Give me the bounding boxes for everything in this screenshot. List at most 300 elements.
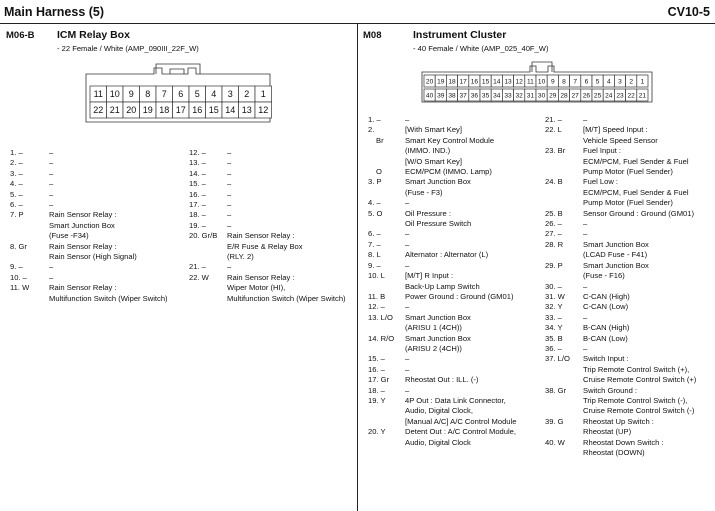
pin-description: – — [583, 281, 588, 291]
pin-label: 16 — [470, 78, 479, 86]
page-code: CV10-5 — [667, 5, 710, 19]
pin-number: 28. R — [545, 239, 564, 249]
pin-description: (ARISU 1 (4CH)) — [405, 323, 462, 333]
pin-entry — [368, 375, 544, 385]
pin-description: C-CAN (Low) — [583, 302, 629, 312]
pin-description: – — [405, 198, 410, 208]
pin-entry — [368, 167, 544, 177]
pin-number: 38. Gr — [545, 385, 567, 395]
pin-label: 5 — [595, 78, 600, 86]
pin-description: (Fuse - F3) — [405, 187, 443, 197]
pin-entry — [545, 323, 713, 333]
pin-entry — [368, 198, 544, 208]
pin-label: 3 — [227, 89, 233, 100]
pin-number: 33. – — [545, 312, 562, 322]
pin-label: 15 — [208, 105, 219, 116]
pin-number: 14. R/O — [368, 333, 395, 343]
pin-label: 6 — [584, 78, 589, 86]
pin-number: 27. – — [545, 229, 562, 239]
pin-description: Power Ground : Ground (GM01) — [405, 291, 514, 301]
pin-description: – — [49, 158, 54, 168]
pin-description: Oil Pressure : — [405, 208, 451, 218]
pin-description: Smart Junction Box — [49, 220, 115, 230]
pin-description: [W/O Smart Key] — [405, 156, 462, 166]
pin-label: 24 — [605, 92, 613, 100]
pin-number: 40. W — [545, 437, 565, 447]
pin-number: 11. B — [368, 291, 386, 301]
pin-entry — [10, 179, 180, 189]
pin-description: Trip Remote Control Switch (+), — [583, 364, 690, 374]
pin-entry — [368, 125, 544, 135]
pin-description: ECM/PCM (IMMO. Lamp) — [405, 167, 492, 177]
pin-description: – — [583, 312, 588, 322]
pin-description: B-CAN (High) — [583, 323, 630, 333]
pin-description: [With Smart Key] — [405, 125, 462, 135]
pin-description: Smart Junction Box — [583, 260, 649, 270]
pin-description: Wiper Motor (HI), — [227, 283, 286, 293]
pin-label: 10 — [537, 78, 546, 86]
pin-description: (LCAD Fuse - F41) — [583, 250, 648, 260]
pin-description: – — [49, 168, 54, 178]
page-header — [0, 0, 715, 24]
pin-description: Vehicle Speed Sensor — [583, 135, 658, 145]
pin-label: 19 — [142, 105, 153, 116]
pin-number: 3. P — [368, 177, 382, 187]
pin-number: 20. Y — [368, 427, 386, 437]
left-connector-id: M06-B — [6, 30, 35, 41]
pin-description: – — [405, 115, 410, 124]
pin-description: Rheostat Down Switch : — [583, 437, 664, 447]
pin-label: 39 — [437, 92, 445, 100]
pin-label: 22 — [93, 105, 104, 116]
pin-number: 34. Y — [545, 323, 563, 333]
pin-description: Audio, Digital Clock — [405, 437, 471, 447]
pin-number: 22. L — [545, 125, 562, 135]
pin-description: – — [227, 200, 232, 210]
pin-label: 21 — [109, 105, 120, 116]
pin-number: 9. – — [368, 260, 381, 270]
pin-label: 13 — [241, 105, 252, 116]
pin-description: Rain Sensor Relay : — [49, 283, 117, 293]
pin-entry — [189, 169, 354, 179]
pin-number: 4. – — [10, 179, 23, 189]
left-pin-list-1 — [10, 148, 180, 304]
pin-description: E/R Fuse & Relay Box — [227, 241, 303, 251]
pin-number: 39. G — [545, 416, 564, 426]
pin-label: 37 — [459, 92, 467, 100]
pin-description: – — [227, 179, 232, 189]
pin-label: 29 — [549, 92, 557, 100]
pin-wire-color: Br — [376, 135, 384, 145]
pin-description: Smart Junction Box — [583, 239, 649, 249]
pin-entry — [10, 158, 180, 168]
pin-number: 36. – — [545, 343, 562, 353]
pin-description: C-CAN (High) — [583, 291, 630, 301]
pin-number: 12. – — [189, 148, 206, 157]
pin-number: 19. – — [189, 220, 206, 230]
pin-entry — [545, 115, 713, 125]
pin-number: 10. – — [10, 272, 27, 282]
pin-entry — [368, 240, 544, 250]
pin-label: 14 — [225, 105, 236, 116]
pin-description: (ARISU 2 (4CH)) — [405, 343, 462, 353]
pin-description: – — [227, 168, 232, 178]
pin-description: ECM/PCM, Fuel Sender & Fuel — [583, 187, 689, 197]
pin-description: Pump Motor (Fuel Sender) — [583, 198, 673, 208]
pin-number: 25. B — [545, 208, 563, 218]
pin-description: – — [583, 219, 588, 229]
pin-entry — [545, 177, 713, 208]
pin-label: 18 — [159, 105, 170, 116]
pin-description: Switch Ground : — [583, 385, 638, 395]
pin-number: 32. Y — [545, 302, 563, 312]
pin-entry — [368, 313, 544, 334]
pin-label: 23 — [616, 92, 624, 100]
pin-description: B-CAN (Low) — [583, 333, 628, 343]
pin-number: 22. W — [189, 272, 209, 282]
pin-entry — [10, 169, 180, 179]
pin-label: 9 — [550, 78, 555, 86]
pin-description: Alternator : Alternator (L) — [405, 250, 489, 260]
pin-label: 19 — [437, 78, 445, 86]
pin-number: 8. L — [368, 250, 381, 260]
pin-entry — [10, 200, 180, 210]
pin-entry — [368, 386, 544, 396]
pin-label: 2 — [629, 78, 634, 86]
pin-description: [Manual A/C] A/C Control Module — [405, 416, 517, 426]
left-connector-title: ICM Relay Box — [57, 29, 130, 41]
pin-description: – — [405, 229, 410, 239]
right-pin-list-2 — [545, 115, 713, 458]
pin-label: 7 — [573, 78, 578, 86]
pin-description: – — [583, 229, 588, 239]
pin-description: Pump Motor (Fuel Sender) — [583, 167, 673, 177]
pin-label: 34 — [493, 92, 501, 100]
pin-entry — [545, 417, 713, 438]
pin-label: 33 — [504, 92, 512, 100]
pin-description: Rain Sensor Relay : — [227, 231, 295, 241]
pin-number: 31. W — [545, 291, 565, 301]
pin-number: 7. P — [10, 210, 24, 220]
pin-description: Rheostat Out : ILL. (-) — [405, 375, 479, 385]
pin-entry — [545, 125, 713, 146]
pin-entry — [545, 313, 713, 323]
pin-entry — [189, 210, 354, 220]
pin-entry — [10, 210, 180, 241]
pin-entry — [368, 229, 544, 239]
pin-entry — [545, 292, 713, 302]
pin-description: – — [49, 189, 54, 199]
pin-number: 21. – — [189, 262, 206, 272]
pin-label: 13 — [504, 78, 512, 86]
pin-entry — [545, 344, 713, 354]
pin-number: 8. Gr — [10, 241, 27, 251]
pin-number: 37. L/O — [545, 354, 570, 364]
pin-number: 1. – — [10, 148, 23, 157]
pin-entry — [545, 386, 713, 417]
pin-number: 14. – — [189, 168, 206, 178]
pin-description: ECM/PCM, Fuel Sender & Fuel — [583, 156, 689, 166]
left-connector-diagram — [84, 62, 274, 124]
pin-entry — [545, 282, 713, 292]
pin-number: 3. – — [10, 168, 23, 178]
pin-entry — [368, 250, 544, 260]
pin-description: Rain Sensor (High Signal) — [49, 252, 137, 262]
pin-number: 15. – — [189, 179, 206, 189]
pin-entry — [368, 136, 544, 167]
pin-label: 17 — [175, 105, 186, 116]
pin-description: Back-Up Lamp Switch — [405, 281, 480, 291]
pin-description: – — [583, 115, 588, 124]
pin-description: – — [405, 302, 410, 312]
pin-number: 18. – — [189, 210, 206, 220]
pin-description: – — [49, 200, 54, 210]
pin-number: 6. – — [368, 229, 381, 239]
pin-number: 13. L/O — [368, 312, 393, 322]
pin-label: 4 — [211, 89, 217, 100]
pin-description: Detent Out : A/C Control Module, — [405, 427, 517, 437]
pin-label: 11 — [93, 89, 103, 100]
page-title: Main Harness (5) — [4, 5, 105, 19]
pin-description: – — [583, 343, 588, 353]
pin-description: – — [49, 262, 54, 272]
pin-description: Rain Sensor Relay : — [227, 272, 295, 282]
pin-description: Switch Input : — [583, 354, 629, 364]
pin-number: 17. Gr — [368, 375, 390, 385]
pin-entry — [368, 354, 544, 364]
pin-label: 8 — [145, 89, 151, 100]
pin-label: 2 — [244, 89, 250, 100]
pin-entry — [545, 438, 713, 459]
pin-number: 9. – — [10, 262, 23, 272]
column-divider — [357, 24, 358, 511]
pin-description: (Fuse - F16) — [583, 271, 625, 281]
pin-entry — [368, 209, 544, 230]
pin-number: 2. – — [10, 158, 23, 168]
pin-label: 20 — [425, 78, 434, 86]
pin-description: Oil Pressure Switch — [405, 219, 472, 229]
pin-label: 4 — [606, 78, 611, 86]
pin-entry — [545, 240, 713, 261]
pin-description: Trip Remote Control Switch (-), — [583, 395, 688, 405]
pin-label: 3 — [618, 78, 622, 86]
pin-label: 7 — [161, 89, 167, 100]
pin-description: Multifunction Switch (Wiper Switch) — [227, 293, 346, 303]
pin-number: 16. – — [189, 189, 206, 199]
pin-entry — [368, 396, 544, 427]
pin-description: (IMMO. IND.) — [405, 146, 451, 156]
pin-label: 15 — [481, 78, 490, 86]
pin-entry — [189, 221, 354, 231]
pin-description: Fuel Input : — [583, 146, 621, 156]
pin-description: – — [405, 260, 410, 270]
pin-entry — [189, 158, 354, 168]
pin-entry — [10, 148, 180, 158]
pin-description: Multifunction Switch (Wiper Switch) — [49, 293, 168, 303]
pin-label: 18 — [448, 78, 456, 86]
pin-description: Rain Sensor Relay : — [49, 241, 117, 251]
pin-label: 17 — [459, 78, 467, 86]
pin-number: 12. – — [368, 302, 385, 312]
pin-label: 12 — [515, 78, 523, 86]
pin-description: Smart Key Control Module — [405, 135, 495, 145]
pin-label: 36 — [470, 92, 479, 100]
pin-entry — [545, 229, 713, 239]
pin-description: – — [49, 179, 54, 189]
pin-description: – — [227, 189, 232, 199]
pin-description: – — [405, 364, 410, 374]
pin-label: 40 — [425, 92, 434, 100]
pin-description: Rheostat (UP) — [583, 427, 632, 437]
pin-label: 22 — [627, 92, 635, 100]
pin-number: 19. Y — [368, 395, 386, 405]
pin-entry — [545, 261, 713, 282]
pin-description: – — [227, 262, 232, 272]
pin-entry — [545, 302, 713, 312]
pin-description: Smart Junction Box — [405, 177, 471, 187]
pin-label: 12 — [258, 105, 269, 116]
pin-entry — [368, 302, 544, 312]
pin-label: 8 — [562, 78, 566, 86]
pin-entry — [368, 271, 544, 292]
pin-number: 5. O — [368, 208, 383, 218]
pin-label: 20 — [126, 105, 137, 116]
pin-description: – — [227, 158, 232, 168]
pin-number: 23. Br — [545, 146, 566, 156]
pin-entry — [189, 273, 354, 304]
pin-description: – — [405, 239, 410, 249]
pin-entry — [545, 354, 713, 385]
pin-description: Smart Junction Box — [405, 333, 471, 343]
pin-entry — [368, 177, 544, 198]
pin-entry — [10, 242, 180, 263]
pin-label: 38 — [448, 92, 456, 100]
pin-entry — [189, 200, 354, 210]
pin-entry — [368, 365, 544, 375]
pin-label: 5 — [194, 89, 200, 100]
pin-number: 10. L — [368, 271, 385, 281]
pin-number: 1. – — [368, 115, 381, 124]
pin-label: 1 — [640, 78, 645, 86]
pin-entry — [189, 262, 354, 272]
pin-entry — [10, 190, 180, 200]
pin-entry — [545, 146, 713, 177]
pin-label: 25 — [593, 92, 602, 100]
pin-label: 21 — [638, 92, 647, 100]
pin-entry — [10, 273, 180, 283]
pin-description: Rheostat Up Switch : — [583, 416, 654, 426]
pin-label: 11 — [526, 78, 534, 86]
pin-label: 35 — [481, 92, 490, 100]
pin-description: Cruise Remote Control Switch (-) — [583, 406, 695, 416]
pin-number: 24. B — [545, 177, 563, 187]
pin-number: 35. B — [545, 333, 563, 343]
pin-entry — [368, 292, 544, 302]
pin-label: 6 — [178, 89, 184, 100]
pin-entry — [189, 148, 354, 158]
pin-label: 14 — [493, 78, 501, 86]
pin-description: – — [405, 354, 410, 364]
pin-label: 27 — [571, 92, 579, 100]
pin-description: Audio, Digital Clock, — [405, 406, 473, 416]
pin-number: 29. P — [545, 260, 563, 270]
pin-description: Fuel Low : — [583, 177, 619, 187]
pin-description: Rain Sensor Relay : — [49, 210, 117, 220]
pin-description: Sensor Ground : Ground (GM01) — [583, 208, 695, 218]
pin-description: (Fuse -F34) — [49, 231, 89, 241]
pin-description: – — [405, 385, 410, 395]
pin-label: 30 — [537, 92, 546, 100]
pin-number: 20. Gr/B — [189, 231, 218, 241]
pin-entry — [189, 231, 354, 262]
pin-description: – — [49, 148, 54, 157]
pin-number: 30. – — [545, 281, 562, 291]
pin-number: 2. — [368, 125, 375, 135]
pin-entry — [189, 190, 354, 200]
pin-number: 26. – — [545, 219, 562, 229]
right-connector-subtitle: - 40 Female / White (AMP_025_40F_W) — [413, 44, 549, 53]
right-connector-title: Instrument Cluster — [413, 29, 507, 41]
pin-label: 26 — [582, 92, 591, 100]
pin-number: 21. – — [545, 115, 562, 124]
right-pin-list-1 — [368, 115, 544, 448]
pin-entry — [545, 219, 713, 229]
pin-number: 6. – — [10, 200, 23, 210]
pin-entry — [368, 261, 544, 271]
pin-entry — [545, 334, 713, 344]
left-connector-subtitle: - 22 Female / White (AMP_090III_22F_W) — [57, 44, 199, 53]
pin-label: 28 — [560, 92, 568, 100]
pin-entry — [368, 334, 544, 355]
pin-number: 16. – — [368, 364, 385, 374]
pin-description: Rheostat (DOWN) — [583, 448, 645, 457]
pin-description: – — [227, 210, 232, 220]
pin-description: – — [227, 220, 232, 230]
pin-wire-color: O — [376, 167, 382, 177]
pin-description: [M/T] R Input : — [405, 271, 454, 281]
pin-entry — [10, 283, 180, 304]
pin-label: 31 — [526, 92, 535, 100]
pin-label: 10 — [109, 89, 120, 100]
pin-number: 13. – — [189, 158, 206, 168]
pin-entry — [10, 262, 180, 272]
pin-label: 1 — [260, 89, 266, 100]
pin-description: [M/T] Speed Input : — [583, 125, 648, 135]
pin-number: 18. – — [368, 385, 385, 395]
pin-entry — [368, 427, 544, 448]
pin-number: 5. – — [10, 189, 23, 199]
pin-entry — [545, 209, 713, 219]
pin-number: 15. – — [368, 354, 385, 364]
right-connector-diagram — [420, 60, 654, 104]
left-pin-list-2 — [189, 148, 354, 304]
right-connector-id: M08 — [363, 30, 382, 41]
pin-description: Cruise Remote Control Switch (+) — [583, 375, 697, 385]
pin-number: 7. – — [368, 239, 381, 249]
pin-description: 4P Out : Data Link Connector, — [405, 395, 506, 405]
pin-entry — [189, 179, 354, 189]
pin-number: 11. W — [10, 283, 30, 293]
pin-description: Smart Junction Box — [405, 312, 471, 322]
pin-number: 17. – — [189, 200, 206, 210]
pin-entry — [368, 115, 544, 125]
pin-description: – — [49, 272, 54, 282]
pin-label: 32 — [515, 92, 523, 100]
pin-label: 16 — [192, 105, 203, 116]
pin-label: 9 — [128, 89, 134, 100]
pin-description: (RLY. 2) — [227, 252, 254, 262]
pin-description: – — [227, 148, 232, 157]
